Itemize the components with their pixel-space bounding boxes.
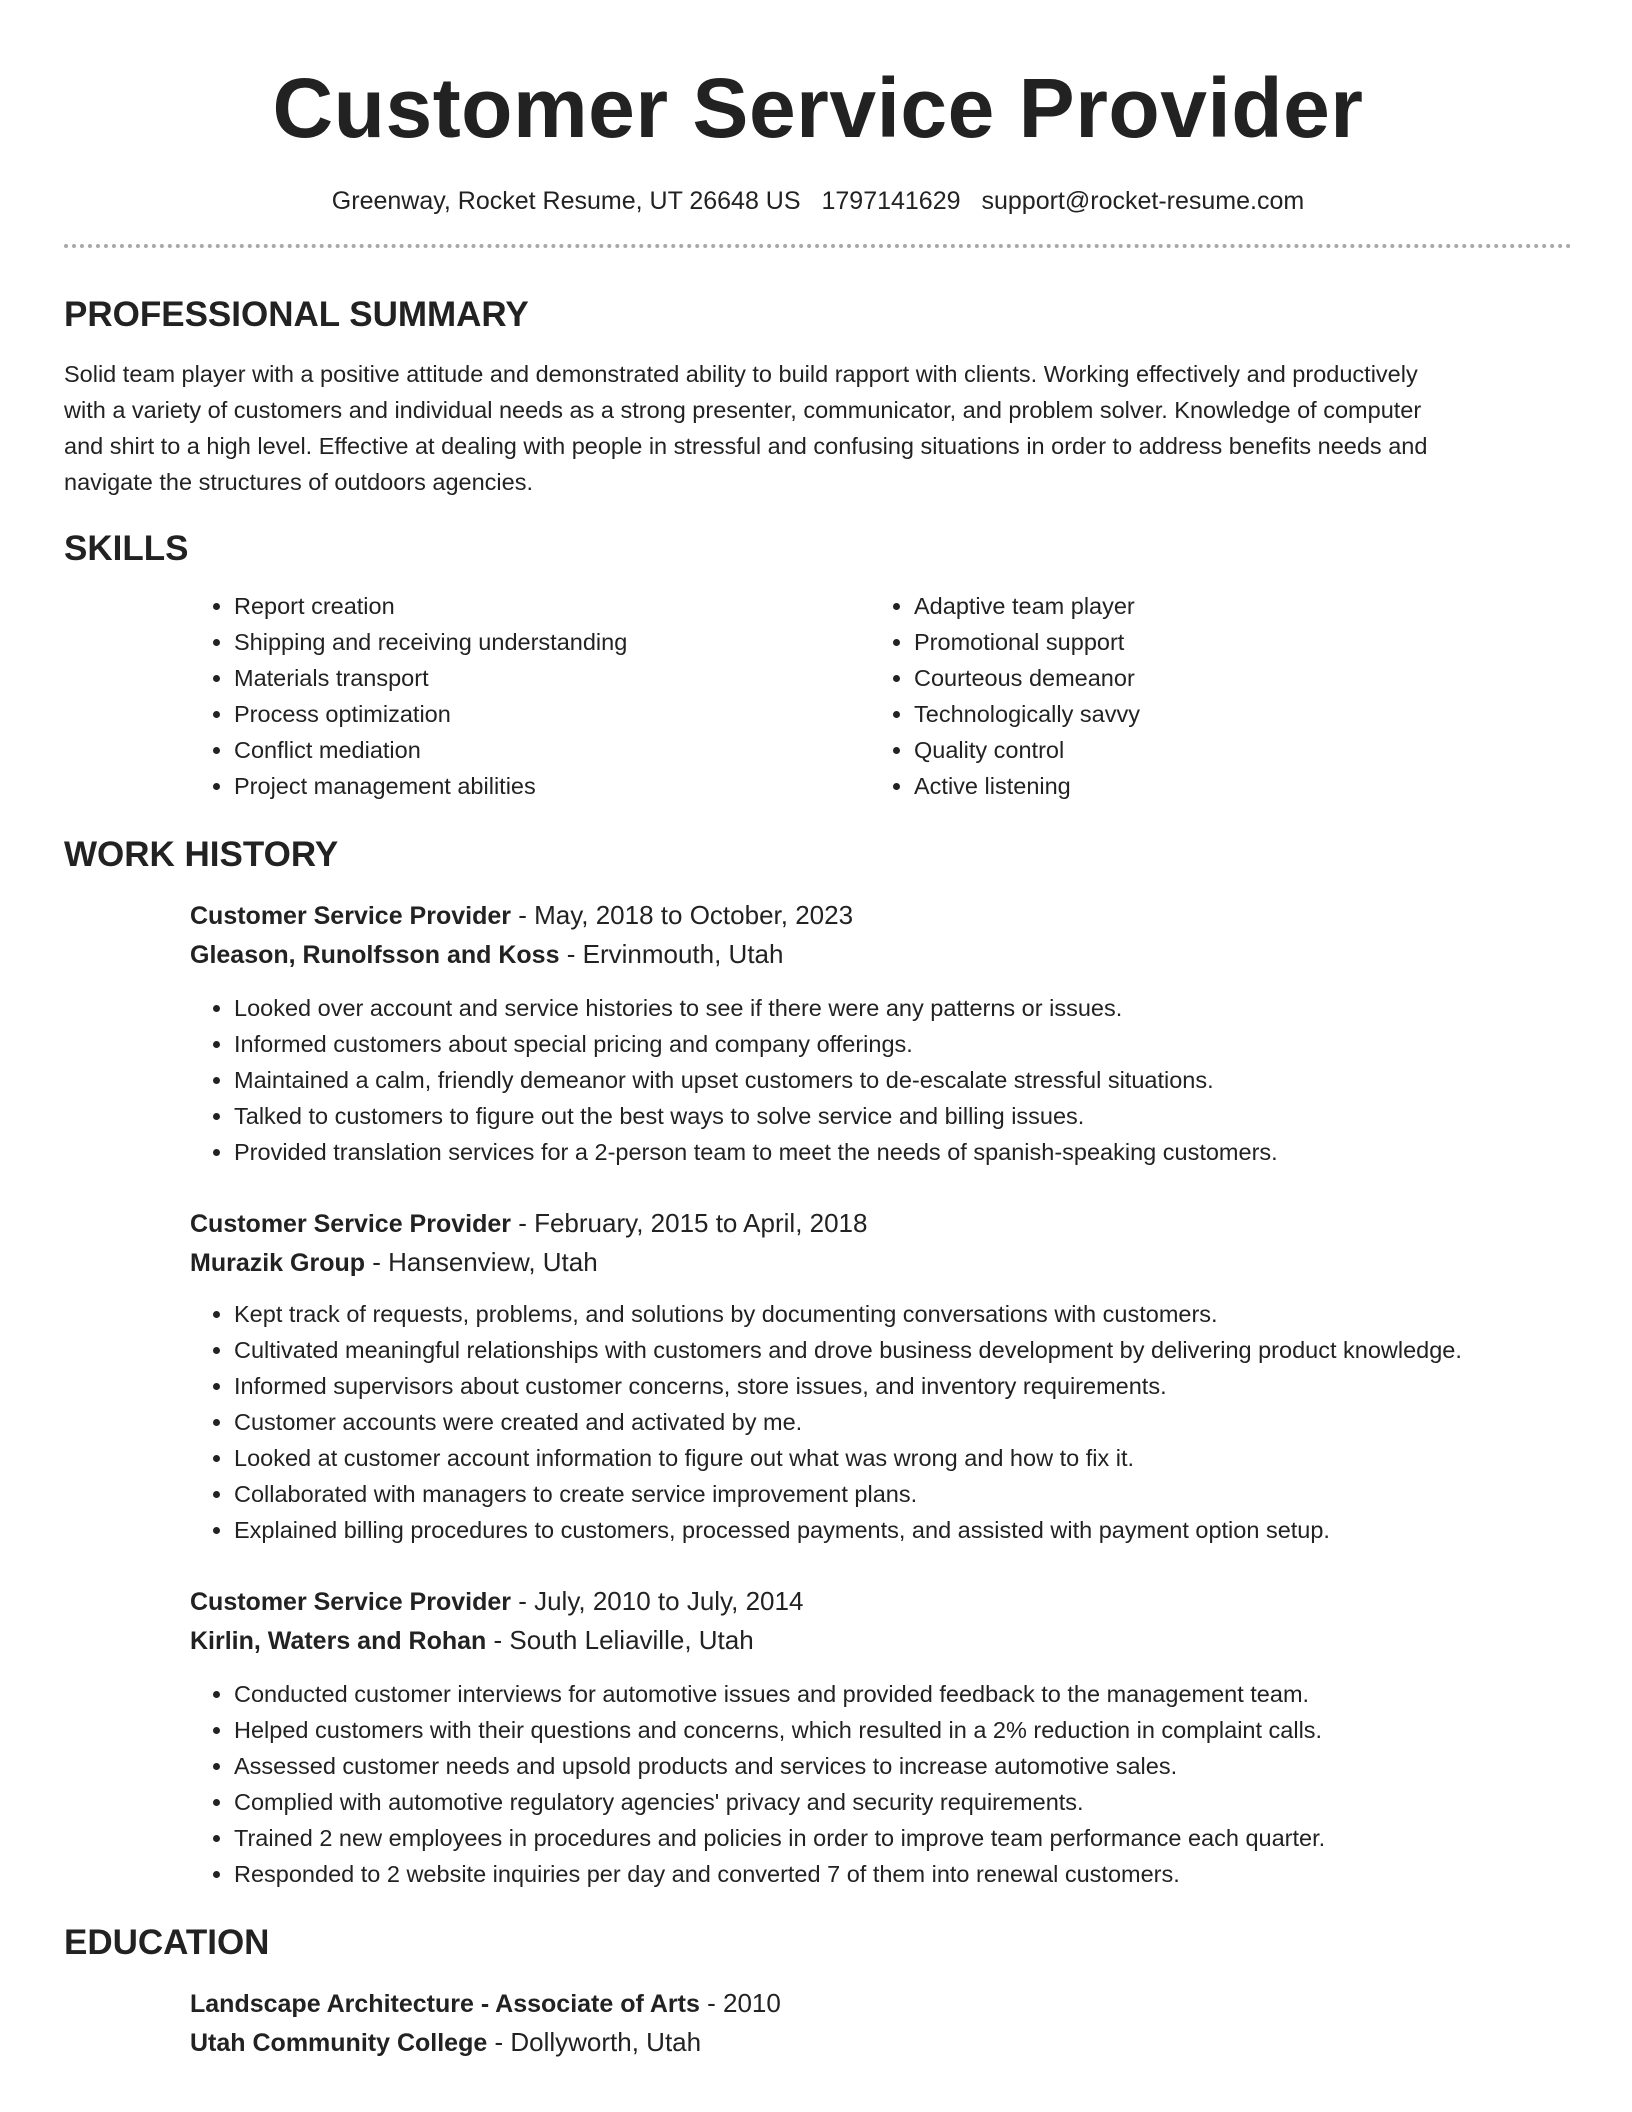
job-duties xyxy=(190,990,1572,1170)
job-company: Murazik Group xyxy=(190,1249,366,1277)
skill-item: • Technologically savvy xyxy=(914,696,1550,732)
duty-item: • Responded to 2 website inquiries per day and converted 7 of them into renewal customers. xyxy=(234,1856,1572,1892)
job-role-line xyxy=(190,896,1572,935)
job-dates: - July, 2010 to July, 2014 xyxy=(510,1586,804,1616)
skill-item: • Quality control xyxy=(914,732,1550,768)
contact-address: Greenway, Rocket Resume, UT 26648 US xyxy=(331,187,801,215)
job-location: - South Leliaville, Utah xyxy=(486,1625,754,1655)
duty-item: • Looked at customer account information to figure out what was wrong and how to fix it. xyxy=(234,1440,1572,1476)
job-company-line xyxy=(190,1621,1572,1660)
duty-item: • Customer accounts were created and activated by me. xyxy=(234,1404,1572,1440)
education-school-line xyxy=(190,2023,1572,2062)
skill-item: • Adaptive team player xyxy=(914,588,1550,624)
duty-item: • Complied with automotive regulatory agencies' privacy and security requirements. xyxy=(234,1784,1572,1820)
duty-item: • Provided translation services for a 2-person team to meet the needs of spanish-speaking customers. xyxy=(234,1134,1572,1170)
skills-list xyxy=(190,588,1572,804)
duty-item: • Kept track of requests, problems, and solutions by documenting conversations with customers. xyxy=(234,1296,1572,1332)
duty-item: • Conducted customer interviews for automotive issues and provided feedback to the management team. xyxy=(234,1676,1572,1712)
job-role: Customer Service Provider xyxy=(190,1210,511,1238)
job-duties xyxy=(190,1296,1572,1548)
skill-item: • Courteous demeanor xyxy=(914,660,1550,696)
duty-item: • Trained 2 new employees in procedures and policies in order to improve team performance each quarter. xyxy=(234,1820,1572,1856)
skills-column-right xyxy=(870,588,1550,804)
duty-item: • Informed supervisors about customer concerns, store issues, and inventory requirements. xyxy=(234,1368,1572,1404)
duty-item: • Maintained a calm, friendly demeanor with upset customers to de-escalate stressful situations. xyxy=(234,1062,1572,1098)
summary-text: Solid team player with a positive attitude and demonstrated ability to build rapport with clients. Working effectively and productively with a variety of customers and individual needs as a strong presenter, communicator, and problem solver. Knowledge of computer and shirt to a high level. Effective at dealing with people in stressful and confusing situations in order to address benefits needs and navigate the structures of outdoors agencies. xyxy=(64,361,1428,495)
duty-item: • Talked to customers to figure out the best ways to solve service and billing issues. xyxy=(234,1098,1572,1134)
duty-item: • Assessed customer needs and upsold products and services to increase automotive sales. xyxy=(234,1748,1572,1784)
skill-item: • Report creation xyxy=(234,588,870,624)
skills-section xyxy=(64,528,1572,804)
job-company-line xyxy=(190,935,1572,974)
duty-item: • Informed customers about special pricing and company offerings. xyxy=(234,1026,1572,1062)
contact-line xyxy=(64,184,1572,218)
contact-email[interactable]: support@rocket-resume.com xyxy=(981,187,1305,215)
job-location: - Ervinmouth, Utah xyxy=(559,939,784,969)
candidate-name: Customer Service Provider xyxy=(272,61,1364,155)
education-title: EDUCATION xyxy=(64,1923,270,1962)
work-history-title: WORK HISTORY xyxy=(64,835,339,874)
skill-item: • Project management abilities xyxy=(234,768,870,804)
education-degree-line xyxy=(190,1984,1572,2023)
summary-title: PROFESSIONAL SUMMARY xyxy=(64,295,529,334)
job-company-line xyxy=(190,1243,1572,1282)
duty-item: • Helped customers with their questions and concerns, which resulted in a 2% reduction in complaint calls. xyxy=(234,1712,1572,1748)
job-entry xyxy=(190,1204,1572,1548)
duty-item: • Explained billing procedures to customers, processed payments, and assisted with payment option setup. xyxy=(234,1512,1572,1548)
education-section xyxy=(64,1922,1572,2062)
job-company: Kirlin, Waters and Rohan xyxy=(190,1627,487,1655)
job-role-line xyxy=(190,1582,1572,1621)
job-dates: - May, 2018 to October, 2023 xyxy=(510,900,854,930)
education-location: - Dollyworth, Utah xyxy=(487,2027,702,2057)
contact-phone: 1797141629 xyxy=(821,187,961,215)
education-entry xyxy=(190,1984,1572,2062)
skill-item: • Process optimization xyxy=(234,696,870,732)
job-role: Customer Service Provider xyxy=(190,902,511,930)
duty-item: • Looked over account and service histories to see if there were any patterns or issues. xyxy=(234,990,1572,1026)
skill-item: • Shipping and receiving understanding xyxy=(234,624,870,660)
job-dates: - February, 2015 to April, 2018 xyxy=(510,1208,868,1238)
job-entry xyxy=(190,1582,1572,1892)
skills-title: SKILLS xyxy=(64,529,189,568)
job-duties xyxy=(190,1676,1572,1892)
skill-item: • Active listening xyxy=(914,768,1550,804)
education-degree: Landscape Architecture - Associate of Arts xyxy=(190,1990,700,2018)
job-role: Customer Service Provider xyxy=(190,1588,511,1616)
summary-section xyxy=(64,294,1572,500)
resume-page xyxy=(64,0,1572,2062)
duty-item: • Cultivated meaningful relationships with customers and drove business development by delivering product knowledge. xyxy=(234,1332,1572,1368)
job-location: - Hansenview, Utah xyxy=(365,1247,598,1277)
skill-item: • Materials transport xyxy=(234,660,870,696)
education-school: Utah Community College xyxy=(190,2029,488,2057)
job-role-line xyxy=(190,1204,1572,1243)
work-history-section xyxy=(64,834,1572,1892)
skill-item: • Conflict mediation xyxy=(234,732,870,768)
job-entry xyxy=(190,896,1572,1170)
education-year: - 2010 xyxy=(699,1988,781,2018)
duty-item: • Collaborated with managers to create service improvement plans. xyxy=(234,1476,1572,1512)
skills-column-left xyxy=(190,588,870,804)
skill-item: • Promotional support xyxy=(914,624,1550,660)
header-divider xyxy=(64,244,1572,248)
job-company: Gleason, Runolfsson and Koss xyxy=(190,941,560,969)
